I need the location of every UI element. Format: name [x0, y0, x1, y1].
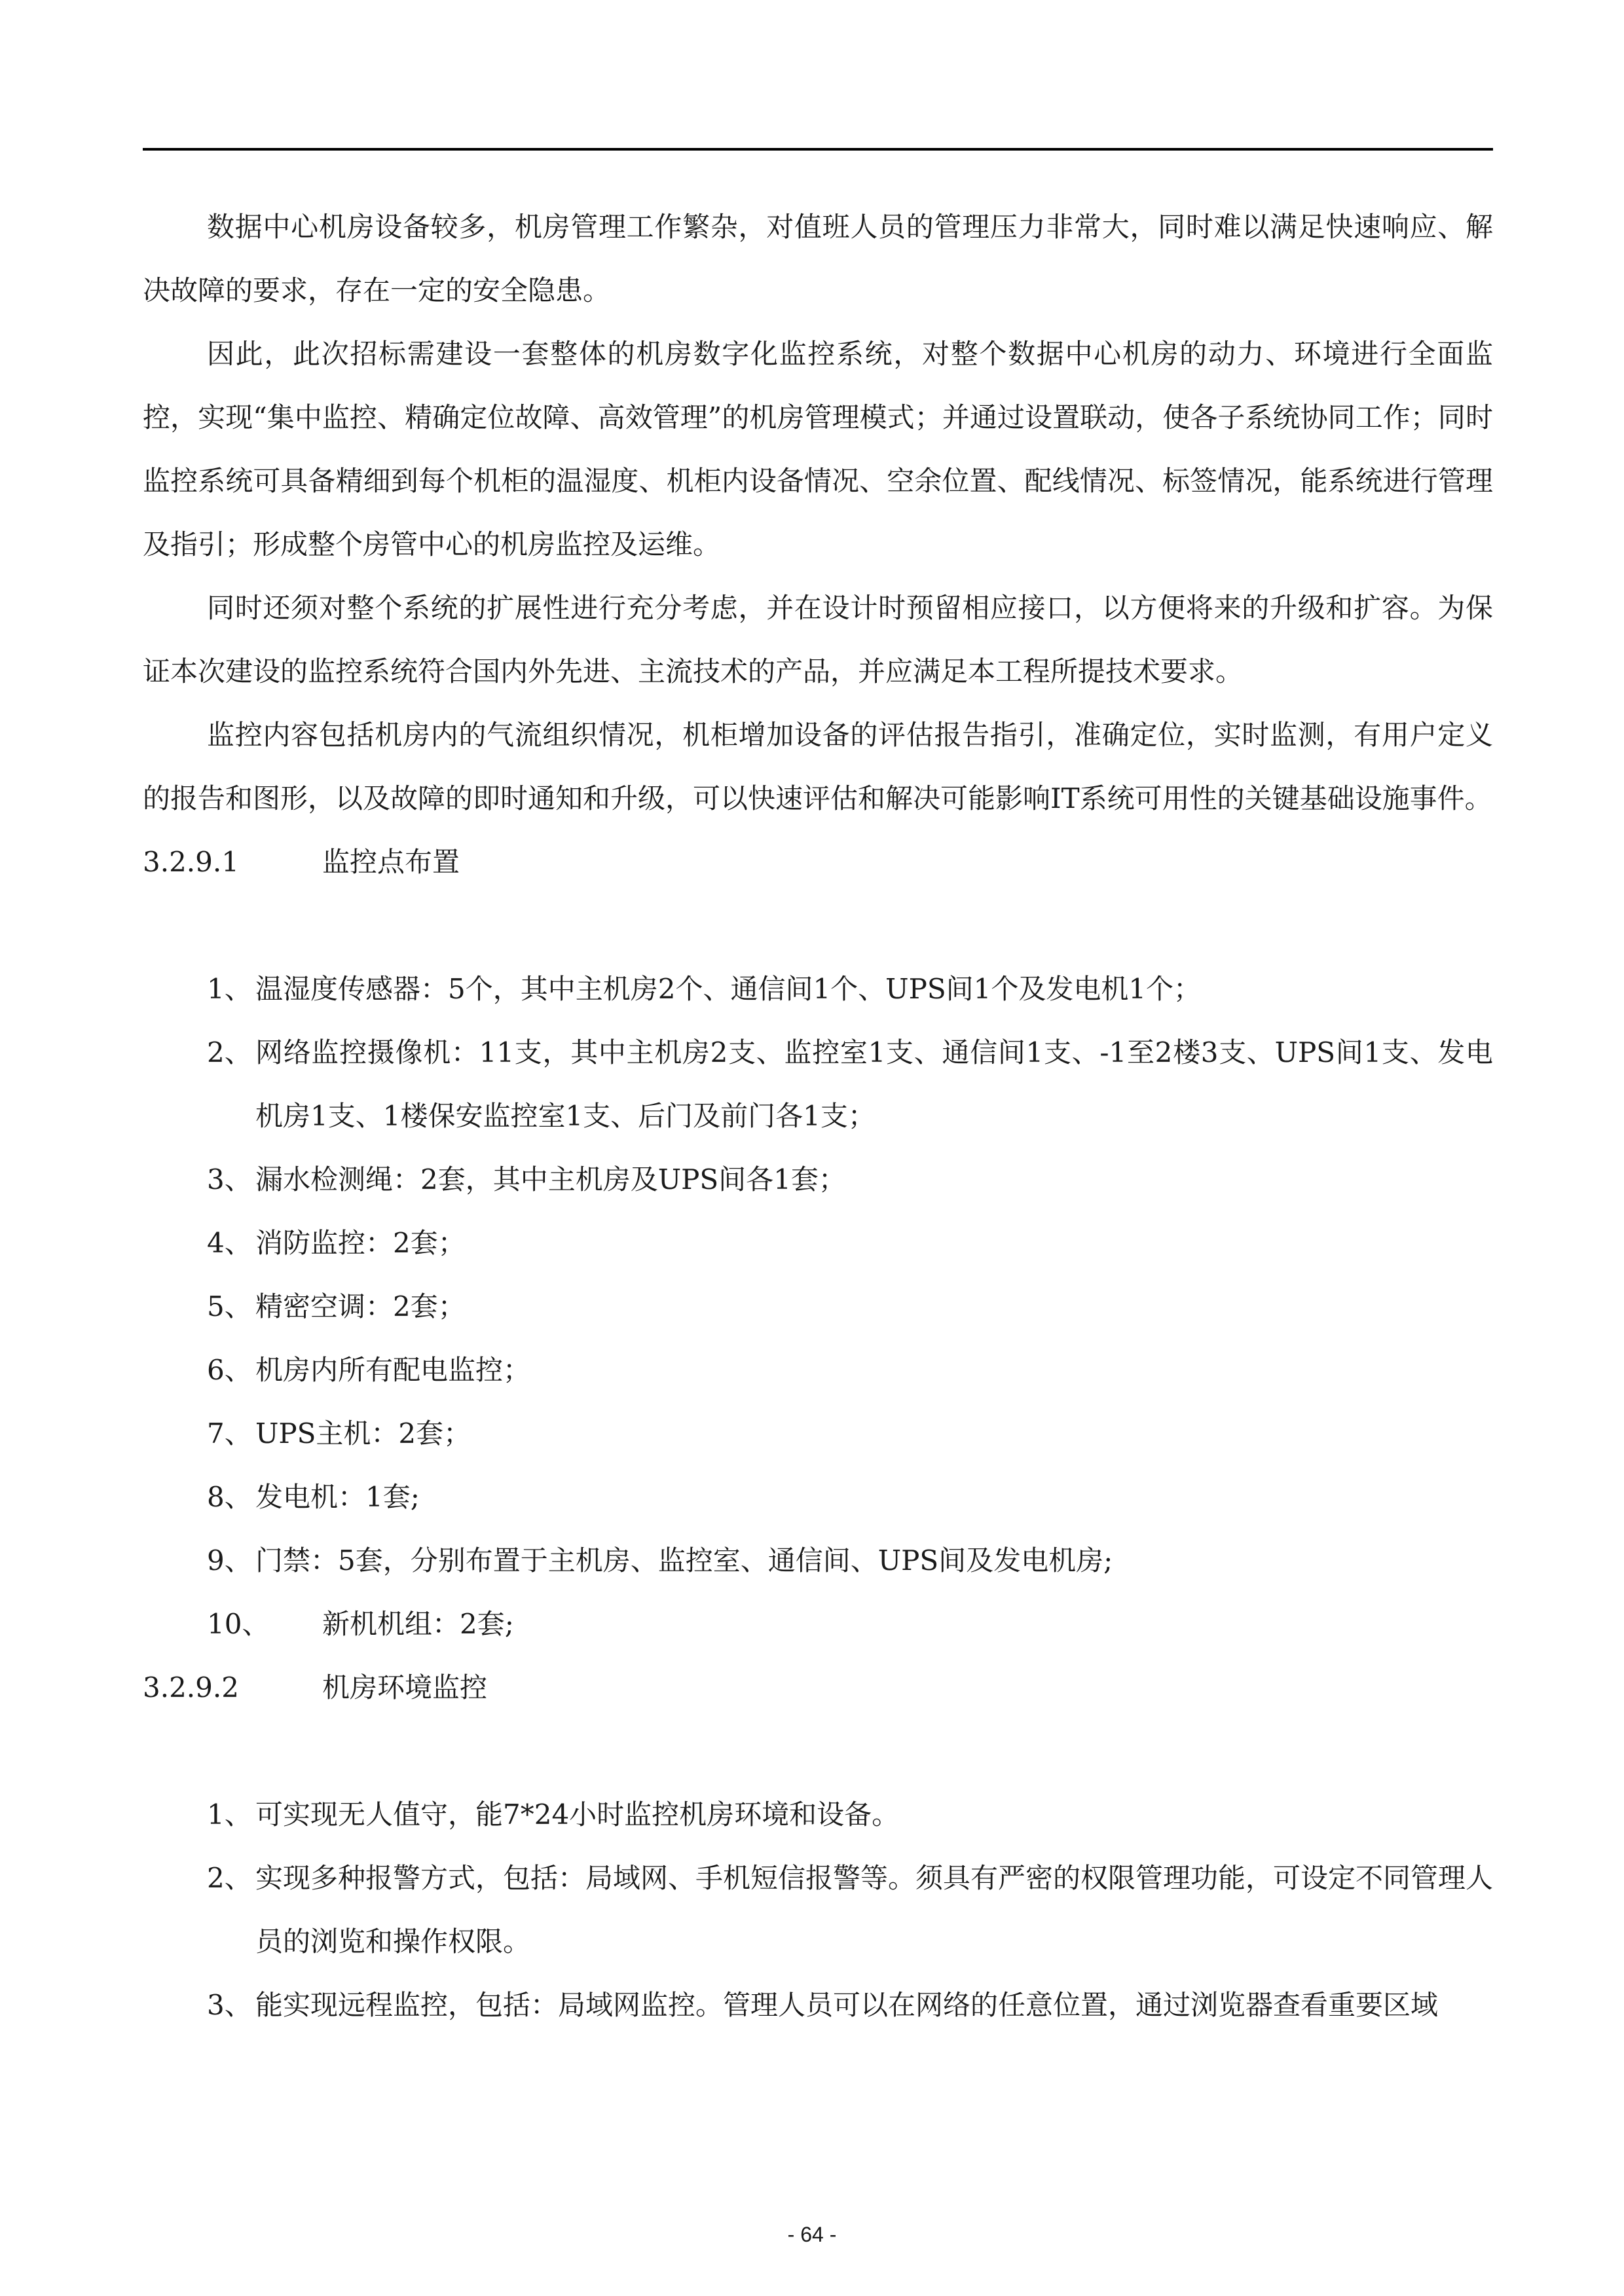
list-text: 消防监控：2套；: [255, 1227, 466, 1259]
list-index: 5、: [207, 1290, 252, 1322]
list-index: 2、: [207, 1862, 252, 1894]
list-index: 10、: [207, 1608, 270, 1640]
list-text: 新机机组：2套;: [322, 1608, 514, 1640]
list-text: 精密空调：2套；: [255, 1290, 466, 1322]
environment-monitoring-list: [143, 1783, 1493, 2037]
section-number: 3.2.9.2: [143, 1671, 239, 1704]
list-index: 7、: [207, 1417, 252, 1449]
list-item: [143, 1021, 1493, 1148]
section-heading-3-2-9-1: [143, 830, 1493, 894]
list-item: [143, 1211, 1493, 1275]
list-index: 3、: [207, 1989, 252, 2021]
list-item: [143, 1973, 1493, 2037]
list-item: [143, 1402, 1493, 1465]
list-text: 网络监控摄像机：11支，其中主机房2支、监控室1支、通信间1支、-1至2楼3支、UPS间1支、发电机房1支、1楼保安监控室1支、后门及前门各1支；: [255, 1036, 1493, 1132]
intro-paragraph: 同时还须对整个系统的扩展性进行充分考虑，并在设计时预留相应接口，以方便将来的升级和扩容。为保证本次建设的监控系统符合国内外先进、主流技术的产品，并应满足本工程所提技术要求。: [143, 592, 1493, 687]
list-item: [143, 1783, 1493, 1846]
list-index: 6、: [207, 1354, 252, 1386]
list-item: [143, 957, 1493, 1021]
list-text: 漏水检测绳：2套，其中主机房及UPS间各1套；: [255, 1163, 846, 1195]
list-text: 实现多种报警方式，包括：局域网、手机短信报警等。须具有严密的权限管理功能，可设定不同管理人员的浏览和操作权限。: [255, 1862, 1494, 1958]
list-index: 9、: [207, 1544, 252, 1576]
section-number: 3.2.9.1: [143, 846, 239, 878]
intro-paragraph: 数据中心机房设备较多，机房管理工作繁杂，对值班人员的管理压力非常大，同时难以满足快速响应、解决故障的要求，存在一定的安全隐患。: [143, 211, 1493, 306]
list-index: 1、: [207, 973, 252, 1005]
page-number: - 64 -: [787, 2223, 837, 2246]
list-index: 3、: [207, 1163, 252, 1195]
header-rule: [143, 148, 1493, 151]
list-text: 门禁：5套，分别布置于主机房、监控室、通信间、UPS间及发电机房;: [255, 1544, 1113, 1576]
list-text: 可实现无人值守，能7*24小时监控机房环境和设备。: [255, 1798, 900, 1831]
list-item: [143, 1338, 1493, 1402]
intro-paragraph: 监控内容包括机房内的气流组织情况，机柜增加设备的评估报告指引，准确定位，实时监测，有用户定义的报告和图形，以及故障的即时通知和升级，可以快速评估和解决可能影响IT系统可用性的关键基础设施事件。: [143, 719, 1493, 814]
list-item: [143, 1846, 1493, 1973]
list-index: 1、: [207, 1798, 252, 1831]
list-item: [143, 1465, 1493, 1529]
intro-paragraph: 因此，此次招标需建设一套整体的机房数字化监控系统，对整个数据中心机房的动力、环境进行全面监控，实现“集中监控、精确定位故障、高效管理”的机房管理模式；并通过设置联动，使各子系统协同工作；同时监控系统可具备精细到每个机柜的温湿度、机柜内设备情况、空余位置、配线情况、标签情况，能系统进行管理及指引；形成整个房管中心的机房监控及运维。: [143, 338, 1493, 560]
list-text: 机房内所有配电监控；: [255, 1354, 531, 1386]
list-text: 温湿度传感器：5个，其中主机房2个、通信间1个、UPS间1个及发电机1个；: [255, 973, 1202, 1005]
list-item: [143, 1529, 1493, 1592]
list-text: UPS主机：2套；: [255, 1417, 471, 1449]
section-title: 机房环境监控: [322, 1671, 488, 1704]
page-content: [143, 195, 1493, 2037]
list-index: 2、: [207, 1036, 252, 1068]
list-index: 8、: [207, 1481, 252, 1513]
section-heading-3-2-9-2: [143, 1656, 1493, 1719]
monitoring-points-list: [143, 957, 1493, 1656]
list-item: [143, 1275, 1493, 1338]
list-text: 能实现远程监控，包括：局域网监控。管理人员可以在网络的任意位置，通过浏览器查看重要区域: [255, 1989, 1439, 2021]
list-index: 4、: [207, 1227, 252, 1259]
section-title: 监控点布置: [322, 846, 460, 878]
list-item: [143, 1148, 1493, 1211]
list-item: [143, 1592, 1493, 1656]
list-text: 发电机：1套;: [255, 1481, 420, 1513]
